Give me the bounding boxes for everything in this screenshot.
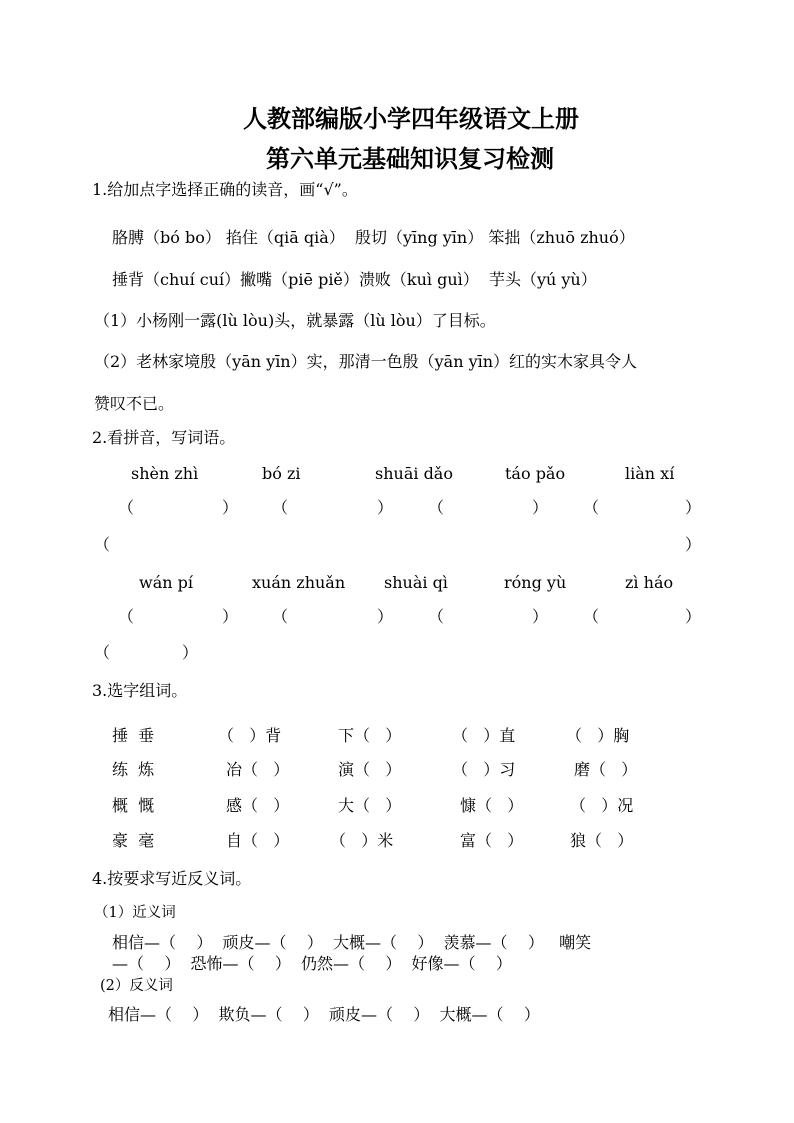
pinyin-item: liàn xí [625,464,675,483]
q3-blank: （ ）直 [452,726,516,745]
answer-paren-close: ） [377,607,394,626]
q3-blank: 感（ ） [226,796,290,815]
answer-paren-close: ） [685,607,702,626]
q4-antonym-line: 相信—（ ） 欺负—（ ） 顽皮—（ ） 大概—（ ） [108,1005,540,1024]
q1-heading: 1.给加点字选择正确的读音，画“√”。 [92,180,358,199]
q3-blank: （ ）米 [330,831,394,850]
q1-sentence-2a: （2）老林家境殷（yān yīn）实，那清一色殷（yān yīn）红的实木家具令人 [94,352,638,371]
answer-paren-open: （ [583,607,600,626]
q3-blank: 演（ ） [338,760,402,779]
q3-blank: （ ）背 [218,726,282,745]
q3-blank: 狼（ ） [570,831,634,850]
q4-heading: 4.按要求写近反义词。 [92,869,252,888]
q1-row-1: 胳膊（bó bo） 掐住（qiā qià） 殷切（yīng yīn） 笨拙（zhuō zhuó） [112,228,635,247]
q2-heading: 2.看拼音，写词语。 [92,428,236,447]
q3-blank: （ ）胸 [566,726,630,745]
q4-synonym-line-a: 相信—（ ） 顽皮—（ ） 大概—（ ） 羡慕—（ ） 嘲笑 [112,933,592,952]
pinyin-item: wán pí [139,573,193,592]
title-line-1: 人教部编版小学四年级语文上册 [243,104,579,133]
q3-char-pair: 捶 垂 [112,726,155,745]
answer-paren-open: （ [272,498,289,517]
pinyin-item: shuāi dǎo [375,464,453,483]
q3-blank: （ ）习 [452,760,516,779]
q3-blank: （ ）况 [570,796,634,815]
answer-paren-open: （ [118,498,135,517]
q3-blank: 磨（ ） [574,760,638,779]
answer-paren-close: ） [182,643,199,662]
q1-sentence-1: （1）小杨刚一露(lù lòu)头，就暴露（lù lòu）了目标。 [94,311,496,330]
q3-blank: 下（ ） [338,726,402,745]
answer-paren-open: （ [94,643,111,662]
answer-paren-open: （ [118,607,135,626]
q3-char-pair: 豪 毫 [112,831,155,850]
answer-paren-close: ） [532,607,549,626]
pinyin-item: róng yù [504,573,567,592]
answer-paren-close: ） [685,498,702,517]
q4-synonym-label: （1）近义词 [94,905,176,921]
pinyin-item: táo pǎo [505,464,566,483]
q3-blank: 冶（ ） [226,760,290,779]
answer-paren-close: ） [222,607,239,626]
answer-paren-close: ） [532,498,549,517]
q3-blank: 自（ ） [226,831,290,850]
answer-paren-open: （ [428,607,445,626]
q3-blank: 富（ ） [460,831,524,850]
q3-char-pair: 练 炼 [112,760,155,779]
pinyin-item: shèn zhì [131,464,199,483]
answer-paren-close: ） [685,535,702,554]
q3-char-pair: 概 慨 [112,796,155,815]
pinyin-item: shuài qì [384,573,448,592]
answer-paren-open: （ [428,498,445,517]
q4-antonym-label: (2）反义词 [100,978,173,994]
q3-blank: 慷（ ） [460,796,524,815]
answer-paren-close: ） [222,498,239,517]
answer-paren-open: （ [272,607,289,626]
title-line-2: 第六单元基础知识复习检测 [266,144,554,173]
answer-paren-open: （ [94,535,111,554]
q4-synonym-line-b: —（ ） 恐怖—（ ） 仍然—（ ） 好像—（ ） [112,954,512,973]
q3-blank: 大（ ） [338,796,402,815]
q1-row-2: 捶背（chuí cuí）撇嘴（piē piě）溃败（kuì guì） 芋头（yú yù） [112,270,597,289]
pinyin-item: zì háo [625,573,674,592]
pinyin-item: bó zi [262,464,301,483]
pinyin-item: xuán zhuǎn [252,573,346,592]
q3-heading: 3.选字组词。 [92,681,188,700]
q1-sentence-2b: 赞叹不已。 [94,394,175,413]
answer-paren-open: （ [583,498,600,517]
answer-paren-close: ） [377,498,394,517]
